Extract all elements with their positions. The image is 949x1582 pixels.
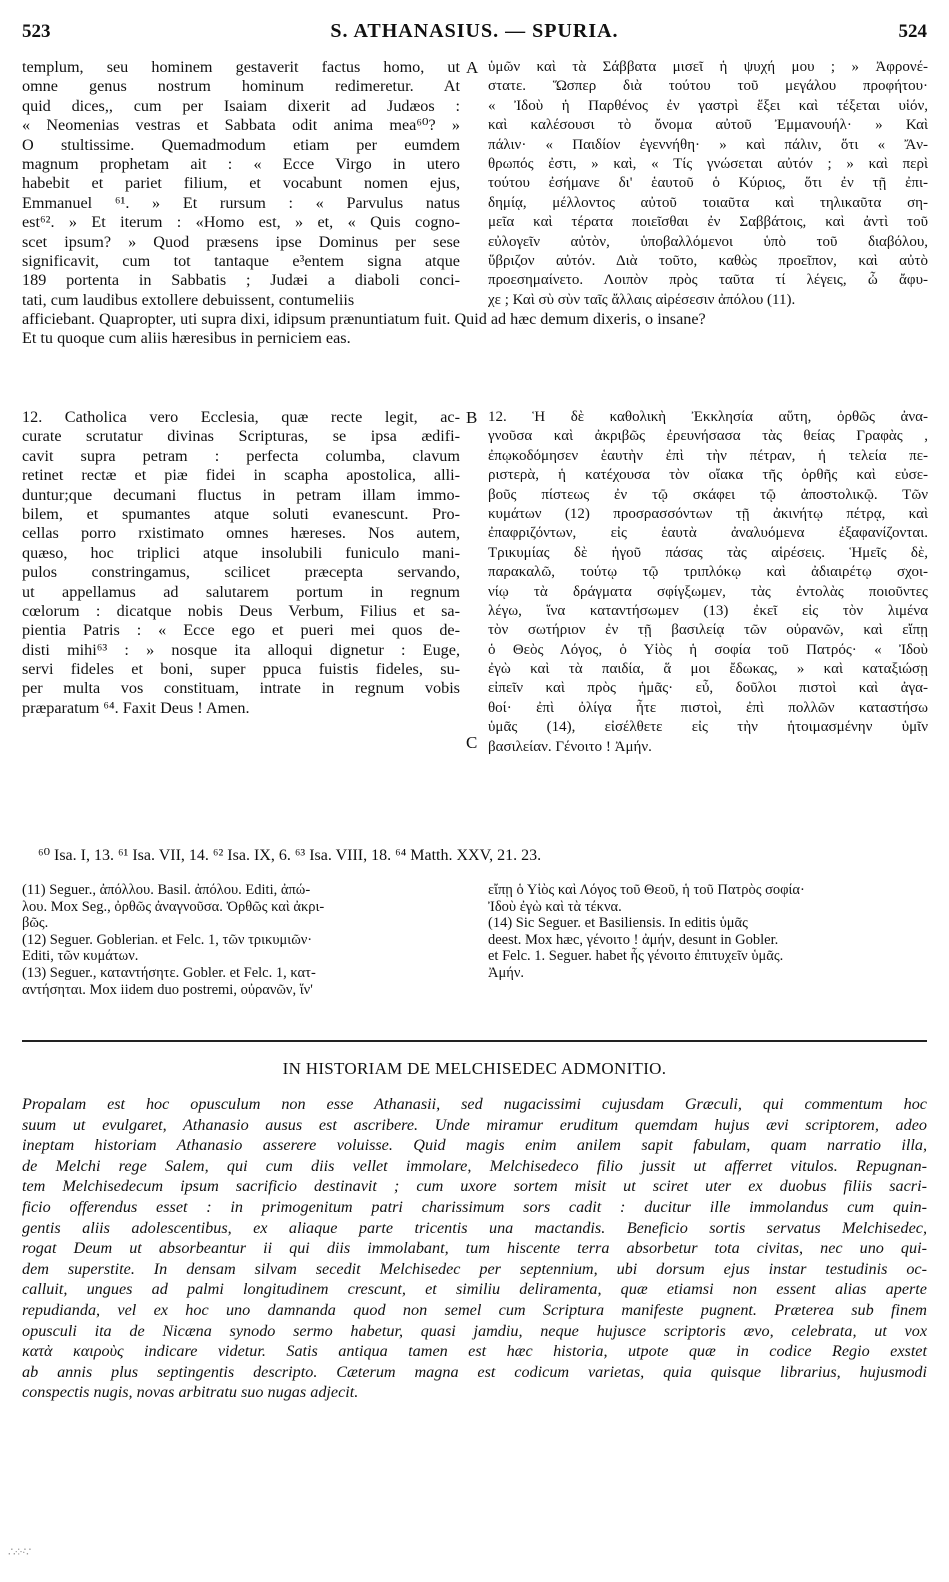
text-line: cavit supra petram : perfecta columba, clavum xyxy=(22,446,460,465)
latin-column-bottom xyxy=(22,408,460,718)
text-line: tati, cum laudibus extollere debuissent, contumeliis xyxy=(22,290,355,309)
text-line: cœlorum : dicatque nobis Deus Verbum, Filius et sa- xyxy=(22,601,460,620)
margin-letter-c: C xyxy=(466,733,478,752)
text-line: Et tu quoque cum aliis hæresibus in perniciem eas. xyxy=(22,329,351,348)
section-divider xyxy=(22,1040,927,1042)
text-line: ἐπαφριζόντων, εἰς ἑαυτὰ ἀναλυόμενα ἐξαφανίζονται. xyxy=(488,525,928,542)
text-line: καὶ καλέσουσι τὸ ὄνομα αὐτοῦ Ἐμμανουήλ· » Καὶ xyxy=(488,117,928,134)
text-line: quæso, hoc triplici atque insolubili funiculo mani- xyxy=(22,543,460,562)
text-line: γνοῦσα καὶ ἀκριβῶς ἐρευνήσασα τὰς θείας Γραφὰς , xyxy=(488,428,928,445)
text-line: βοῦς πίστεως ἐν τῷ σκάφει τῷ ἀποστολικῷ. Τῶν xyxy=(488,486,928,503)
section-heading: IN HISTORIAM DE MELCHISEDEC ADMONITIO. xyxy=(282,1059,667,1078)
text-line: ineptam historiam Athanasio asserere voluisse. Quid magis enim anilem sapit fabulam, quam narratio illa, xyxy=(22,1136,927,1155)
margin-letter-b: B xyxy=(466,408,478,427)
text-line: (12) Seguer. Goblerian. et Felc. 1, τῶν τρικυμιῶν· xyxy=(22,931,313,948)
running-title: S. ATHANASIUS. — SPURIA. xyxy=(330,20,619,42)
text-line: Τρικυμίας δὲ ἡγοῦ πάσας τὰς αἱρέσεις. Ἡμεῖς δὲ, xyxy=(488,544,928,561)
text-line: ἐγὼ καὶ τὰ παιδία, ἅ μοι ἔδωκας, » καὶ καταξιώσῃ xyxy=(488,661,928,678)
text-line: magnum prophetam ait : « Ecce Virgo in utero xyxy=(22,154,460,173)
critical-notes-left xyxy=(22,882,462,998)
page-number-right: 524 xyxy=(898,21,927,42)
text-line: quid dices,, cum per Isaiam dixerit ad Judæos : xyxy=(22,96,460,115)
text-line: τὸν σωτήριον ἐν τῇ βασιλείᾳ τῶν οὐρανῶν, καὶ εἴπῃ xyxy=(488,622,928,639)
text-line: et Felc. 1. Seguer. habet ἧς γένοιτο ἐπιτυχεῖν ὑμᾶς. xyxy=(488,948,784,965)
text-line: προεσημαίνετο. Λοιπὸν πρὸς ταῦτα τί λέγεις, ὦ ἄφυ- xyxy=(488,272,928,289)
text-line: κυμάτων (12) προσρασσόντων τῇ ἀκινήτῳ πέτρᾳ, καὶ xyxy=(488,505,928,522)
text-line: significavit, cum tot tantaque e³entem signa atque xyxy=(22,251,460,270)
text-line: tem Melchisedecum ipsum sacrificio destinavit ; cum uxore sortem misit ut sciret uter ex duobus filiis sacri- xyxy=(22,1177,927,1196)
greek-column-bottom xyxy=(488,408,928,757)
text-line: « Neomenias vestras et Sabbata odit anima mea⁶⁰? » xyxy=(22,116,460,135)
text-line: ὑμῶν καὶ τὰ Σάββατα μισεῖ ἡ ψυχή μου ; » Ἀφρονέ- xyxy=(488,59,928,75)
text-line: Propalam est hoc opusculum non esse Athanasii, sed nugacissimi cujusdam Græculi, qui commentum hoc xyxy=(22,1095,927,1113)
text-line: omne genus nostrum hominum redimeretur. At xyxy=(22,77,460,96)
text-line: templum, seu hominem gestaverit factus homo, ut xyxy=(22,58,460,76)
text-line: λου. Mox Seg., ὀρθῶς ἀναγνοῦσα. Ὀρθῶς καὶ ἀκρι- xyxy=(22,898,325,915)
text-line: deest. Mox hæc, γένοιτο ! ἀμήν, desunt in Gobler. xyxy=(488,931,779,948)
text-line: repudianda, vel ex hoc uno damnanda quod non semel cum Scriptura manifeste pugnent. Præterea sub finem xyxy=(22,1300,927,1319)
text-line: εἰπεῖν καὶ πρὸς ἡμᾶς· εὖ, δοῦλοι πιστοὶ καὶ ἀγα- xyxy=(488,680,928,697)
text-line: « Ἰδοὺ ἡ Παρθένος ἐν γαστρὶ ἕξει καὶ τέξεται υἱόν, xyxy=(488,97,928,114)
text-line: bilem, et spumantes atque soluti evanescunt. Pro- xyxy=(22,504,460,523)
scripture-references: ⁶⁰ Isa. I, 13. ⁶¹ Isa. VII, 14. ⁶² Isa. IX, 6. ⁶³ Isa. VIII, 18. ⁶⁴ Matth. XXV, 21. 23. xyxy=(38,847,542,864)
text-line: θοί· ἐπὶ ὀλίγα ἦτε πιστοὶ, ἐπὶ πολλῶν καταστήσω xyxy=(488,699,928,716)
text-line: suum ut evulgaret, Athanasio ausus est ascribere. Unde miramur eruditum quemdam hujus ævi scriptorem, adeo xyxy=(22,1115,927,1134)
text-line: εὐλογεῖν αὐτὸν, ὑποβαλλόμενοι ὑπὸ τοῦ διαβόλου, xyxy=(488,233,928,250)
text-line: præparatum ⁶⁴. Faxit Deus ! Amen. xyxy=(22,698,250,717)
text-line: retinet rectæ et piæ fidei in scapha apostolica, alli- xyxy=(22,466,460,485)
latin-column-top xyxy=(22,58,460,310)
text-line: Ἰδοὺ ἐγὼ καὶ τὰ τέκνα. xyxy=(488,898,622,915)
text-line: disti mihi⁶³ : » nosque ita alloqui dignetur : Euge, xyxy=(22,640,460,659)
page-number-left: 523 xyxy=(22,21,51,42)
text-line: rogat Deum ut absorbeantur ii qui diis immolabant, tum hiscente terra absorbetur tota civitas, nec uno qui- xyxy=(22,1239,927,1258)
text-line: παρακαλῶ, τούτῳ τῷ τριπλόκῳ καὶ ἀδιαιρέτῳ σχοι- xyxy=(488,564,928,581)
text-line: ut appellamus ad salutarem portum in regnum xyxy=(22,582,460,601)
text-line: ὕβριζον αὐτόν. Διὰ τοῦτο, καθὼς προεῖπον, καὶ αὐτὸ xyxy=(488,252,928,269)
text-line: 12. Ἡ δὲ καθολικὴ Ἐκκλησία αὕτη, ὀρθῶς ἀνα- xyxy=(488,409,928,425)
text-line: Editi, τῶν κυμάτων. xyxy=(22,948,139,965)
text-line: per multa vos constituam, intrate in regnum vobis xyxy=(22,679,460,698)
text-line: cellas porro rxistimato omnes hæreses. Nos autem, xyxy=(22,524,460,543)
text-line: θρωπός ἐστι, » καὶ, « Τίς γνώσεται αὐτόν ; » καὶ περὶ xyxy=(488,155,928,172)
text-line: λέγω, ἵνα καταντήσωμεν (13) ἐκεῖ εἰς τὸν λιμένα xyxy=(488,602,928,619)
text-line: στατε. Ὥσπερ διὰ τούτου τοῦ μεγάλου προφήτου· xyxy=(488,78,928,95)
text-line: habebit et pariet filium, et vocabunt nomen ejus, xyxy=(22,174,460,193)
text-line: gentis aliis adolescentibus, ex aliaque parte tricentis una mactandis. Beneficio sortis servatus Melchisedec, xyxy=(22,1218,927,1237)
text-line: calluit, ungues ad palmi longitudinem crescunt, et similiu deliramenta, quæ etiamsi non essent alias aperte xyxy=(22,1280,927,1299)
text-line: βῶς. xyxy=(22,915,49,932)
text-line: duntur;que decumani fluctus in petram illam immo- xyxy=(22,485,460,504)
text-line: πάλιν· « Παιδίον ἐγεννήθη· » καὶ πάλιν, ὅτι « Ἄν- xyxy=(488,136,928,153)
text-line: Emmanuel ⁶¹. » Et rursum : « Parvulus natus xyxy=(22,193,460,212)
text-line: δημίᾳ, μέλλοντος αὐτοῦ τοιαῦτα καὶ τηλικαῦτα ση- xyxy=(488,194,928,211)
critical-notes-right xyxy=(488,882,928,982)
text-line: βασιλείαν. Γένοιτο ! Ἀμήν. xyxy=(488,738,652,755)
text-line: (14) Sic Seguer. et Basiliensis. In editis ὑμᾶς xyxy=(488,915,748,932)
text-line: ἐπῳκοδόμησεν ἑαυτὴν ἐπὶ τὴν πέτραν, ἡ τελεία πε- xyxy=(488,447,928,464)
admonitio-paragraph xyxy=(22,1094,927,1403)
text-line: dem superstite. In densam silvam secedit Melchisedec per septennium, ubi dorsum ejus instar testudinis oc- xyxy=(22,1259,927,1278)
text-line: (13) Seguer., καταντήσητε. Gobler. et Felc. 1, κατ- xyxy=(22,964,316,981)
text-line: conspectis nugis, novas arbitratu suo nugas adjecit. xyxy=(22,1383,359,1402)
text-line: ριστερὰ, ἡ κατέχουσα τὸν οἴακα τῆς ὀρθῆς καὶ εὐσε- xyxy=(488,467,928,484)
text-line: νίῳ τὰ δράγματα σφίγξωμεν, τὰς ἐντολὰς ποιοῦντες xyxy=(488,583,928,600)
text-line: afficiebant. Quapropter, uti supra dixi, idipsum prænuntiatum fuit. Quid ad hæc demum dixeris, o insane? xyxy=(22,310,706,328)
text-line: est⁶². » Et iterum : «Homo est, » et, « Quis cogno- xyxy=(22,213,460,232)
text-line: 189 portenta in Sabbatis ; Judæi a diaboli conci- xyxy=(22,271,460,290)
scan-smudge: ∴⁘·∵ xyxy=(8,1545,30,1559)
text-line: κατὰ καιροὺς indicare videtur. Satis antiqua tamen est hæc historia, utpote quæ in codice Regio exstet xyxy=(22,1342,927,1361)
text-line: μεῖα καὶ τέρατα ποιεῖσθαι ἐν Σαββάτοις, καὶ ἀντὶ τοῦ xyxy=(488,214,928,231)
text-line: ab annis plus septingentis descripto. Cæterum magna est codicum varietas, quia quisque librarius, hujusmodi xyxy=(22,1362,927,1381)
text-line: ficio offerendus esset : in primogenitum patri charissimum sors cadit : ducitur ille immolandus cum quin- xyxy=(22,1197,927,1216)
text-line: (11) Seguer., ἀπόλλου. Basil. ἀπόλου. Editi, ἀπώ- xyxy=(22,882,311,898)
text-line: servi fideles et boni, super ppuca fuistis fideles, su- xyxy=(22,660,460,679)
text-line: pientia Patris : « Ecce ego et pueri mei quos de- xyxy=(22,621,460,640)
text-line: 12. Catholica vero Ecclesia, quæ recte legit, ac- xyxy=(22,408,460,426)
text-line: scet ipsum? » Quod præsens ipse Dominus per sese xyxy=(22,232,460,251)
text-line: τούτου ἐσήμανε δι' ἑαυτοῦ ὁ Κύριος, ὅτι ἐν τῇ ἐπι- xyxy=(488,175,928,192)
text-line: Ἀμήν. xyxy=(488,964,525,981)
text-line: curate scrutatur divinas Scripturas, se ipsa ædifi- xyxy=(22,427,460,446)
text-line: opusculi ita de Nicæna synodo sermo habetur, quasi jamdiu, neque hujusce scriptoris ævo, celebrata, ut vox xyxy=(22,1321,927,1340)
text-line: ὑμᾶς (14), εἰσέλθετε εἰς τὴν ἡτοιμασμένην ὑμῖν xyxy=(488,719,928,736)
text-line: pulos constringamus, scilicet præcepta servando, xyxy=(22,563,460,582)
text-line: χε ; Καὶ σὺ σὺν ταῖς ἄλλαις αἱρέσεσιν ἀπόλου (11). xyxy=(488,291,796,308)
text-line: αντήσηται. Mox iidem duo postremi, οὐρανῶν, ἵν' xyxy=(22,981,313,998)
text-line: εἴπῃ ὁ Υἱὸς καὶ Λόγος τοῦ Θεοῦ, ἡ τοῦ Πατρὸς σοφία· xyxy=(488,882,805,898)
greek-column-top xyxy=(488,58,928,310)
page-header xyxy=(22,20,927,46)
full-width-lines xyxy=(22,310,927,349)
text-line: de Melchi rege Salem, qui cum diis vellet immolare, Melchisedeco filio jussit ut afferret vitulos. Repugnan- xyxy=(22,1156,927,1175)
margin-letter-a: A xyxy=(466,58,479,77)
text-line: ὁ Θεὸς Λόγος, ὁ Υἱὸς ἡ σοφία τοῦ Πατρός· « Ἰδοὺ xyxy=(488,641,928,658)
text-line: O stultissime. Quemadmodum etiam per eumdem xyxy=(22,135,460,154)
